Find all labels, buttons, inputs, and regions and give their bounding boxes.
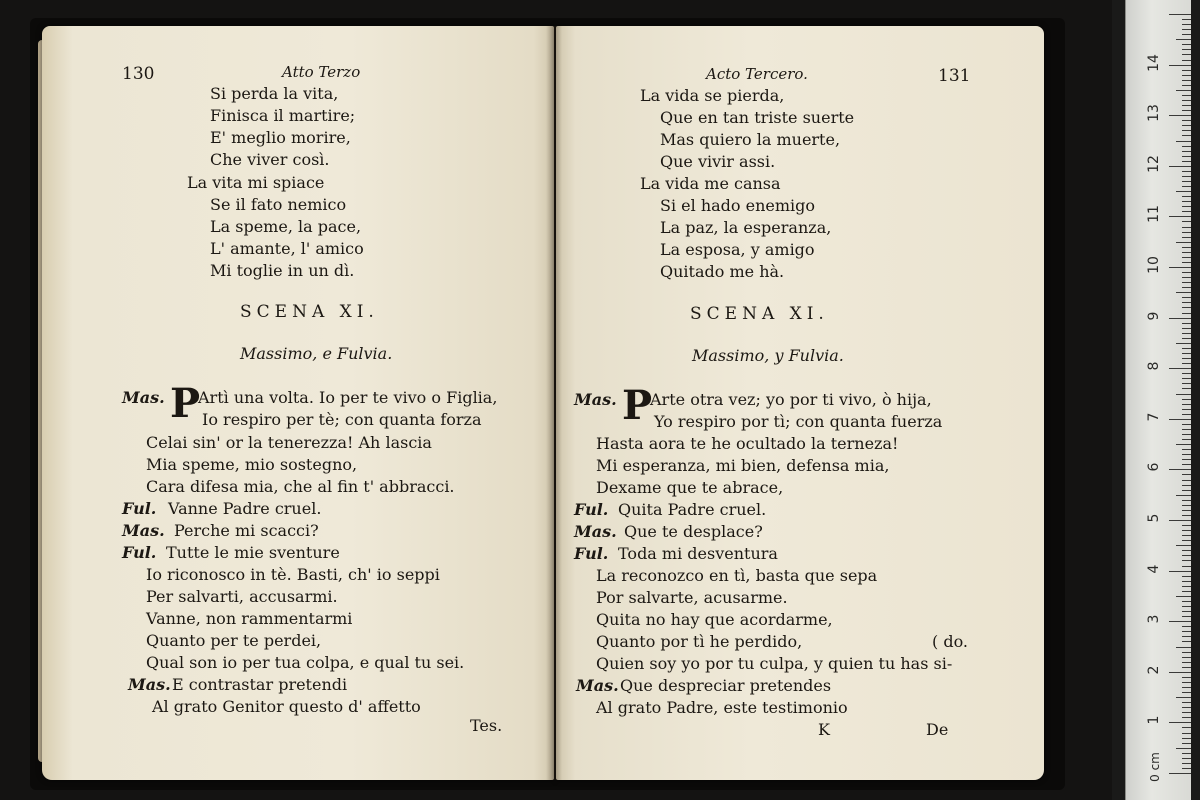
dialogue-line: Vanne Padre cruel. [168, 499, 322, 518]
verse-line: E' meglio morire, [210, 128, 351, 147]
ruler-tick [1182, 576, 1191, 577]
ruler-tick [1182, 490, 1191, 491]
verse-line: La vida me cansa [640, 174, 781, 193]
ruler-tick [1182, 105, 1191, 106]
ruler-number: 11 [1146, 205, 1162, 224]
dialogue-line: Vanne, non rammentarmi [146, 609, 353, 628]
ruler-tick [1176, 697, 1191, 698]
ruler-tick [1182, 161, 1191, 162]
ruler-tick [1182, 566, 1191, 567]
ruler-tick [1182, 135, 1191, 136]
running-head: Acto Tercero. [706, 65, 808, 83]
ruler-tick [1182, 733, 1191, 734]
verse-line: Finisca il martire; [210, 106, 356, 125]
ruler-tick [1169, 216, 1191, 217]
ruler-tick [1182, 510, 1191, 511]
speaker-label: Mas. [576, 676, 619, 695]
verse-line: Mi toglie in un dì. [210, 261, 355, 280]
ruler-tick [1176, 292, 1191, 293]
ruler-tick [1182, 727, 1191, 728]
ruler-tick [1182, 378, 1191, 379]
ruler-tick [1182, 237, 1191, 238]
ruler-number: 1 [1146, 715, 1162, 725]
ruler-tick [1182, 29, 1191, 30]
ruler-tick [1176, 748, 1191, 749]
ruler-tick [1169, 14, 1191, 15]
speaker-label: Ful. [574, 544, 609, 563]
ruler-tick [1182, 652, 1191, 653]
speaker-label: Ful. [122, 543, 157, 562]
ruler-tick [1182, 181, 1191, 182]
ruler-tick [1169, 520, 1191, 521]
ruler-tick [1182, 591, 1191, 592]
ruler-tick [1182, 333, 1191, 334]
ruler-tick [1182, 307, 1191, 308]
ruler-tick [1182, 535, 1191, 536]
dialogue-line: Yo respiro por tì; con quanta fuerza [654, 412, 943, 431]
ruler-tick [1182, 156, 1191, 157]
verse-line: Se il fato nemico [210, 195, 347, 214]
ruler-tick [1182, 328, 1191, 329]
ruler-tick [1176, 242, 1191, 243]
ruler-tick [1182, 221, 1191, 222]
ruler-tick [1182, 743, 1191, 744]
dialogue-line: Io riconosco in tè. Basti, ch' io seppi [146, 565, 440, 584]
ruler-tick [1182, 712, 1191, 713]
verse-line: La speme, la pace, [210, 217, 362, 236]
ruler-tick [1182, 353, 1191, 354]
ruler-tick [1176, 647, 1191, 648]
dialogue-line: Quien soy yo por tu culpa, y quien tu has si- [596, 654, 953, 673]
dialogue-line: Por salvarte, acusarme. [596, 588, 788, 607]
speaker-label: Mas. [128, 675, 171, 694]
ruler-tick [1182, 753, 1191, 754]
ruler-tick [1182, 151, 1191, 152]
verse-line: La vita mi spiace [187, 173, 325, 192]
ruler-tick [1169, 115, 1191, 116]
verse-line: Que en tan triste suerte [660, 108, 855, 127]
ruler-tick [1182, 125, 1191, 126]
verse-line: Si perda la vita, [210, 84, 339, 103]
dialogue-line: Toda mi desventura [618, 544, 778, 563]
catchword: De [926, 720, 949, 739]
dialogue-line: Celai sin' or la tenerezza! Ah lascia [146, 433, 432, 452]
ruler-tick [1182, 626, 1191, 627]
book-gutter [546, 26, 562, 780]
ruler-tick [1169, 368, 1191, 369]
ruler-tick [1182, 363, 1191, 364]
speaker-label: Mas. [574, 390, 617, 409]
ruler-tick [1182, 54, 1191, 55]
dialogue-line: Hasta aora te he ocultado la terneza! [596, 434, 899, 453]
dialogue-line: Cara difesa mia, che al fin t' abbracci. [146, 477, 455, 496]
signature-mark: K [818, 720, 830, 739]
page-number: 131 [938, 66, 971, 86]
ruler-tick [1169, 773, 1191, 774]
ruler-tick [1182, 257, 1191, 258]
ruler-tick [1169, 65, 1191, 66]
ruler-tick [1182, 631, 1191, 632]
ruler-tick [1182, 667, 1191, 668]
right-page [556, 26, 1044, 780]
ruler-tick [1182, 146, 1191, 147]
ruler-tick [1176, 141, 1191, 142]
ruler-tick [1182, 211, 1191, 212]
ruler-tick [1182, 409, 1191, 410]
ruler-tick [1182, 85, 1191, 86]
dialogue-line: Que despreciar pretendes [620, 676, 832, 695]
ruler-tick [1182, 100, 1191, 101]
ruler-number: 8 [1146, 361, 1162, 371]
ruler-tick [1182, 399, 1191, 400]
dialogue-line: Al grato Genitor questo d' affetto [152, 697, 421, 716]
dialogue-line: Que te desplace? [624, 522, 763, 541]
ruler-tick [1182, 707, 1191, 708]
ruler-tick [1182, 586, 1191, 587]
ruler-tick [1182, 201, 1191, 202]
ruler-number: 7 [1146, 412, 1162, 422]
ruler-tick [1182, 474, 1191, 475]
ruler-tick [1182, 682, 1191, 683]
ruler-tick [1182, 227, 1191, 228]
ruler-tick [1182, 500, 1191, 501]
ruler-tick [1182, 540, 1191, 541]
dialogue-line: Dexame que te abrace, [596, 478, 784, 497]
ruler-tick [1182, 687, 1191, 688]
ruler-unit-label: 0 cm [1148, 752, 1162, 782]
ruler-tick [1182, 702, 1191, 703]
ruler-tick [1176, 191, 1191, 192]
ruler-tick [1182, 252, 1191, 253]
verse-line: Mas quiero la muerte, [660, 130, 841, 149]
ruler-tick [1182, 601, 1191, 602]
ruler-tick [1182, 550, 1191, 551]
ruler-tick [1182, 641, 1191, 642]
dialogue-line: Quita Padre cruel. [618, 500, 767, 519]
speaker-label: Ful. [122, 499, 157, 518]
ruler-tick [1182, 49, 1191, 50]
speaker-label: Ful. [574, 500, 609, 519]
dialogue-line: Artì una volta. Io per te vivo o Figlia, [198, 388, 498, 407]
speaker-label: Mas. [122, 521, 165, 540]
ruler-tick [1176, 444, 1191, 445]
dialogue-line: Tutte le mie sventure [166, 543, 340, 562]
ruler-tick [1182, 44, 1191, 45]
ruler-tick [1182, 24, 1191, 25]
ruler-tick [1182, 262, 1191, 263]
dialogue-line: Quanto por tì he perdido, [596, 632, 803, 651]
verse-line: La esposa, y amigo [660, 240, 815, 259]
ruler-tick [1182, 606, 1191, 607]
ruler-tick [1182, 439, 1191, 440]
ruler-tick [1182, 454, 1191, 455]
drop-cap: P [170, 380, 201, 427]
ruler-tick [1182, 176, 1191, 177]
ruler-tick [1169, 722, 1191, 723]
ruler-tick [1182, 414, 1191, 415]
ruler-number: 10 [1146, 256, 1162, 274]
ruler-tick [1182, 692, 1191, 693]
dialogue-line: La reconozco en tì, basta que sepa [596, 566, 878, 585]
ruler-tick [1182, 206, 1191, 207]
ruler-tick [1182, 525, 1191, 526]
ruler-tick [1182, 247, 1191, 248]
ruler-tick [1182, 662, 1191, 663]
ruler-tick [1176, 545, 1191, 546]
ruler-tick [1182, 120, 1191, 121]
speaker-label: Mas. [574, 522, 617, 541]
ruler-tick [1182, 110, 1191, 111]
dialogue-line: E contrastar pretendi [172, 675, 348, 694]
ruler-tick [1182, 358, 1191, 359]
ruler-tick [1182, 485, 1191, 486]
ruler-tick [1182, 75, 1191, 76]
ruler-tick [1182, 373, 1191, 374]
verse-line: Quitado me hà. [660, 262, 785, 281]
dialogue-line: Quanto per te perdei, [146, 631, 322, 650]
ruler-tick [1182, 738, 1191, 739]
ruler-tick [1182, 70, 1191, 71]
line-continuation: ( do. [932, 632, 969, 651]
dialogue-line: Io respiro per tè; con quanta forza [202, 410, 482, 429]
verse-line: Que vivir assi. [660, 152, 776, 171]
ruler-tick [1182, 404, 1191, 405]
ruler-tick [1182, 348, 1191, 349]
ruler-tick [1182, 429, 1191, 430]
ruler-tick [1169, 318, 1191, 319]
ruler-tick [1182, 505, 1191, 506]
dialogue-line: Quita no hay que acordarme, [596, 610, 833, 629]
ruler-tick [1182, 560, 1191, 561]
verse-line: La vida se pierda, [640, 86, 785, 105]
ruler-number: 3 [1146, 614, 1162, 624]
ruler-tick [1182, 297, 1191, 298]
ruler-tick [1182, 196, 1191, 197]
ruler-tick [1182, 480, 1191, 481]
ruler-tick [1169, 571, 1191, 572]
ruler-tick [1169, 672, 1191, 673]
ruler-tick [1182, 636, 1191, 637]
ruler-tick [1182, 171, 1191, 172]
ruler-tick [1182, 758, 1191, 759]
ruler-tick [1176, 39, 1191, 40]
ruler-number: 2 [1146, 665, 1162, 675]
ruler-tick [1182, 80, 1191, 81]
ruler-number: 5 [1146, 513, 1162, 523]
verse-line: Si el hado enemigo [660, 196, 816, 215]
dialogue-line: Per salvarti, accusarmi. [146, 587, 338, 606]
ruler-number: 6 [1146, 462, 1162, 472]
dialogue-line: Mi esperanza, mi bien, defensa mia, [596, 456, 890, 475]
ruler-tick [1182, 515, 1191, 516]
ruler-tick [1169, 469, 1191, 470]
ruler-tick [1182, 449, 1191, 450]
dialogue-line: Qual son io per tua colpa, e qual tu sei. [146, 653, 465, 672]
ruler-tick [1182, 282, 1191, 283]
ruler-tick [1169, 267, 1191, 268]
left-page [42, 26, 554, 780]
scene-characters: Massimo, e Fulvia. [240, 344, 393, 363]
ruler-tick [1176, 495, 1191, 496]
ruler-tick [1182, 60, 1191, 61]
ruler-number: 13 [1146, 104, 1162, 123]
ruler-tick [1182, 388, 1191, 389]
ruler-tick [1182, 464, 1191, 465]
ruler-tick [1182, 272, 1191, 273]
ruler-tick [1176, 90, 1191, 91]
ruler-tick [1169, 621, 1191, 622]
ruler-tick [1169, 166, 1191, 167]
ruler-tick [1182, 232, 1191, 233]
ruler-tick [1182, 677, 1191, 678]
ruler-tick [1182, 611, 1191, 612]
scene-title: SCENA XI. [240, 302, 379, 322]
measuring-ruler [1125, 0, 1191, 800]
scene-title: SCENA XI. [690, 304, 829, 324]
ruler-tick [1182, 434, 1191, 435]
verse-line: Che viver così. [210, 150, 330, 169]
dialogue-line: Al grato Padre, este testimonio [596, 698, 848, 717]
dialogue-line: Perche mi scacci? [174, 521, 319, 540]
ruler-tick [1182, 313, 1191, 314]
scene-characters: Massimo, y Fulvia. [692, 346, 844, 365]
ruler-tick [1176, 343, 1191, 344]
ruler-tick [1176, 394, 1191, 395]
verse-line: La paz, la esperanza, [660, 218, 832, 237]
ruler-tick [1182, 186, 1191, 187]
dialogue-line: Mia speme, mio sostegno, [146, 455, 358, 474]
dialogue-line: Arte otra vez; yo por ti vivo, ò hija, [650, 390, 932, 409]
ruler-number: 9 [1146, 311, 1162, 321]
ruler-tick [1182, 277, 1191, 278]
running-head: Atto Terzo [282, 63, 361, 81]
ruler-tick [1182, 581, 1191, 582]
ruler-tick [1182, 657, 1191, 658]
ruler-tick [1182, 763, 1191, 764]
ruler-tick [1182, 768, 1191, 769]
ruler-number: 4 [1146, 564, 1162, 574]
ruler-tick [1182, 424, 1191, 425]
ruler-tick [1176, 596, 1191, 597]
page-number: 130 [122, 64, 155, 84]
ruler-tick [1182, 19, 1191, 20]
catchword: Tes. [470, 716, 503, 735]
ruler-tick [1182, 717, 1191, 718]
speaker-label: Mas. [122, 388, 165, 407]
ruler-tick [1182, 34, 1191, 35]
ruler-tick [1182, 555, 1191, 556]
ruler-tick [1182, 459, 1191, 460]
ruler-tick [1182, 530, 1191, 531]
ruler-tick [1182, 302, 1191, 303]
ruler-tick [1182, 287, 1191, 288]
ruler-tick [1182, 323, 1191, 324]
ruler-number: 12 [1146, 154, 1162, 173]
verse-line: L' amante, l' amico [210, 239, 364, 258]
ruler-tick [1182, 383, 1191, 384]
ruler-tick [1182, 338, 1191, 339]
ruler-number: 14 [1146, 53, 1162, 72]
ruler-tick [1182, 616, 1191, 617]
drop-cap: P [622, 382, 653, 429]
ruler-tick [1182, 95, 1191, 96]
ruler-tick [1169, 419, 1191, 420]
ruler-tick [1182, 130, 1191, 131]
